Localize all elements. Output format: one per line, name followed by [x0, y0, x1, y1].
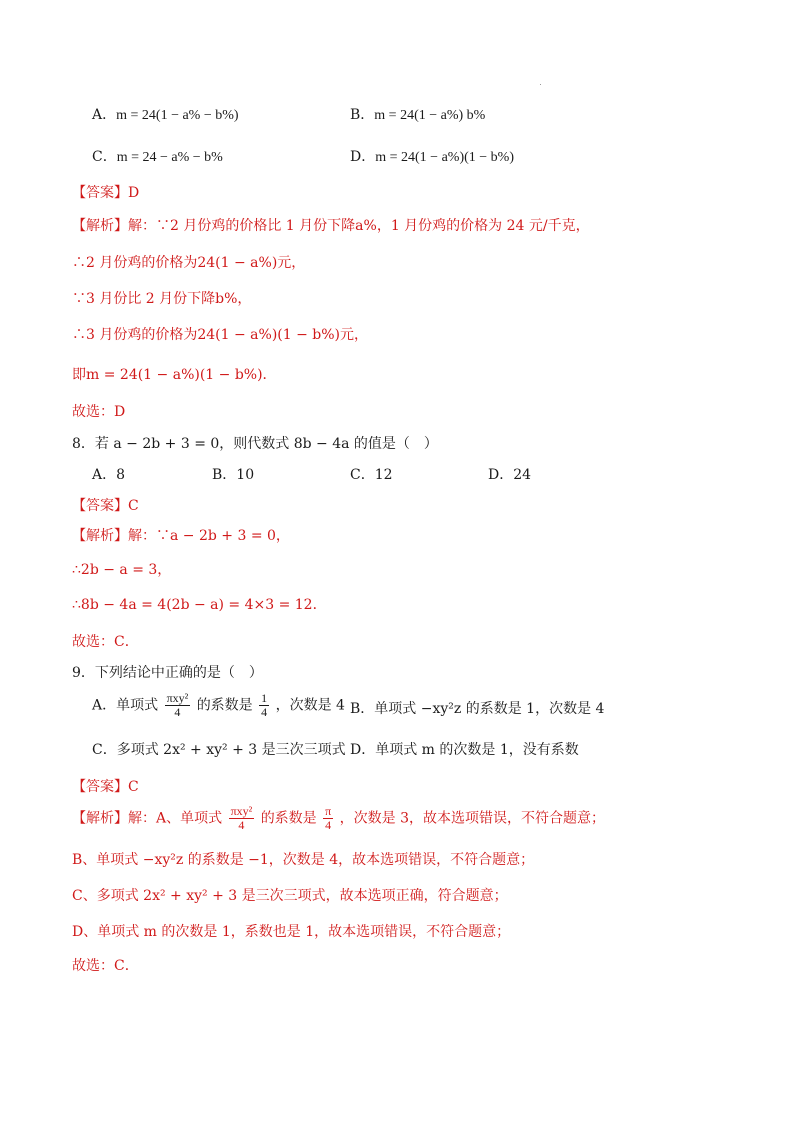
q7-option-d	[350, 148, 514, 167]
q9-question: 9．下列结论中正确的是（ ）	[72, 665, 263, 681]
q9-analysis-line: C、多项式 2x² + xy² + 3 是三次三项式，故本选项正确，符合题意；	[72, 888, 508, 904]
fraction-denominator: 4	[238, 818, 245, 832]
q9-analysis-a	[72, 805, 605, 832]
q8-option-d: D．24	[488, 467, 532, 483]
option-text: 的系数是	[196, 697, 253, 714]
q9-option-c: C．多项式 2x² + xy² + 3 是三次三项式	[92, 742, 346, 758]
fraction	[323, 805, 333, 832]
q8-analysis-line: 【解析】解：∵a − 2b + 3 = 0，	[72, 528, 290, 544]
q7-analysis-line: ∴3 月份鸡的价格为24(1 − a%)(1 − b%)元，	[72, 327, 369, 343]
q7-option-a	[92, 106, 239, 125]
fraction-numerator: π	[325, 804, 332, 818]
q9-answer: 【答案】C	[72, 779, 139, 795]
q8-option-a: A．8	[92, 467, 126, 483]
q7-analysis-line: ∵3 月份比 2 月份下降b%，	[72, 291, 252, 307]
fraction-denominator: 4	[261, 705, 268, 719]
q8-answer: 【答案】C	[72, 498, 139, 514]
q8-option-c: C．12	[350, 467, 393, 483]
option-label: D．	[350, 149, 376, 165]
fraction-denominator: 4	[325, 818, 332, 832]
q8-choose: 故选：C．	[72, 634, 139, 650]
fraction-denominator: 4	[174, 705, 181, 719]
q7-analysis-line: 【解析】解：∵2 月份鸡的价格比 1 月份下降a%，1 月份鸡的价格为 24 元/千克，	[72, 218, 590, 234]
q7-answer: 【答案】D	[72, 185, 140, 201]
analysis-text: ，次数是 3，故本选项错误，不符合题意；	[339, 810, 606, 827]
option-expr: m = 24 − a% − b%	[116, 150, 223, 165]
q9-choose: 故选：C．	[72, 958, 139, 974]
fraction-numerator: πxy²	[230, 804, 253, 818]
option-text: ，次数是 4	[275, 697, 345, 714]
option-label: A．	[92, 107, 117, 123]
fraction	[165, 692, 191, 719]
fraction	[229, 805, 255, 832]
q7-analysis-line: ∴2 月份鸡的价格为24(1 − a%)元，	[72, 255, 306, 271]
q7-analysis-line: 即m = 24(1 − a%)(1 − b%)．	[72, 367, 277, 383]
q9-analysis-line: B、单项式 −xy²z 的系数是 −1，次数是 4，故本选项错误，不符合题意；	[72, 852, 535, 868]
analysis-text: 的系数是	[260, 810, 317, 827]
option-expr: m = 24(1 − a% − b%)	[116, 108, 239, 123]
q8-option-b: B．10	[212, 467, 255, 483]
q9-option-d: D．单项式 m 的次数是 1，没有系数	[350, 742, 579, 758]
q9-option-b: B．单项式 −xy²z 的系数是 1，次数是 4	[350, 701, 605, 717]
option-expr: m = 24(1 − a%)(1 − b%)	[375, 150, 514, 165]
q8-analysis-line: ∴2b − a = 3，	[72, 562, 172, 578]
q7-choose: 故选：D	[72, 404, 126, 420]
option-label: C．	[92, 149, 117, 165]
option-expr: m = 24(1 − a%) b%	[374, 108, 486, 123]
q7-option-c	[92, 148, 223, 167]
fraction-numerator: 1	[261, 691, 268, 705]
option-label: B．	[350, 107, 375, 123]
analysis-text: 【解析】解：A、单项式	[72, 810, 223, 827]
fraction-numerator: πxy²	[166, 691, 189, 705]
fraction	[259, 692, 269, 719]
q8-analysis-line: ∴8b − 4a = 4(2b − a) = 4×3 = 12．	[72, 597, 327, 613]
q7-option-b	[350, 106, 485, 125]
q8-question: 8．若 a − 2b + 3 = 0，则代数式 8b − 4a 的值是（ ）	[72, 436, 438, 452]
option-text: A．单项式	[92, 697, 159, 714]
header-mark	[540, 84, 541, 85]
q9-option-a	[92, 692, 345, 719]
q9-analysis-line: D、单项式 m 的次数是 1，系数也是 1，故本选项错误，不符合题意；	[72, 924, 511, 940]
